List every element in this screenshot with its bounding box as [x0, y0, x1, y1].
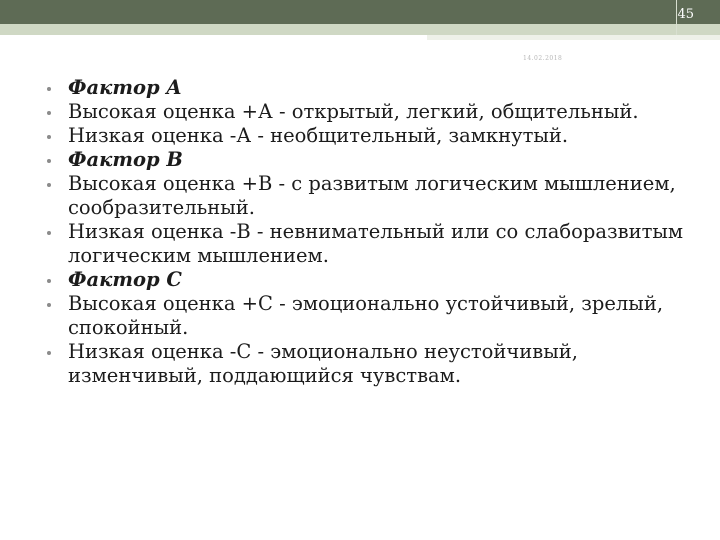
bullet-dot-icon: [47, 351, 51, 355]
bullet-item: [47, 292, 707, 340]
bullet-dot-icon: [47, 231, 51, 235]
bullet-item-factor-a: [47, 76, 707, 100]
bullet-text: Фактор B: [68, 148, 183, 171]
bullet-item: [47, 340, 707, 388]
bullet-dot-icon: [47, 303, 51, 307]
bullet-text: Высокая оценка +А - открытый, легкий, общительный.: [68, 100, 639, 123]
bullet-text: Низкая оценка -А - необщительный, замкнутый.: [68, 124, 569, 147]
bullet-text: Высокая оценка +В - с развитым логическим мышлением, сообразительный.: [68, 172, 676, 219]
bullet-dot-icon: [47, 135, 51, 139]
slide-number: 45: [677, 7, 694, 22]
bullet-item-factor-b: [47, 148, 707, 172]
bullet-dot-icon: [47, 111, 51, 115]
bullet-dot-icon: [47, 183, 51, 187]
bullet-dot-icon: [47, 159, 51, 163]
header-bar: [0, 0, 720, 24]
bullet-text: Фактор A: [68, 76, 182, 99]
header-divider-line: [676, 0, 677, 35]
bullet-item: [47, 220, 707, 268]
bullet-item-factor-c: [47, 268, 707, 292]
bullet-list: [47, 76, 707, 388]
bullet-item: [47, 172, 707, 220]
bullet-text: Высокая оценка +С - эмоционально устойчивый, зрелый, спокойный.: [68, 292, 664, 339]
bullet-item: [47, 100, 707, 124]
bullet-text: Низкая оценка -В - невнимательный или со слаборазвитым логическим мышлением.: [68, 220, 684, 267]
bullet-dot-icon: [47, 87, 51, 91]
bullet-dot-icon: [47, 279, 51, 283]
header-accent-bar: [0, 24, 720, 35]
bullet-text: Низкая оценка -С - эмоционально неустойчивый, изменчивый, поддающийся чувствам.: [68, 340, 578, 387]
bullet-item: [47, 124, 707, 148]
header-tab-decoration: [427, 35, 720, 40]
bullet-text: Фактор C: [68, 268, 182, 291]
slide-date: 14.02.2018: [523, 55, 563, 62]
